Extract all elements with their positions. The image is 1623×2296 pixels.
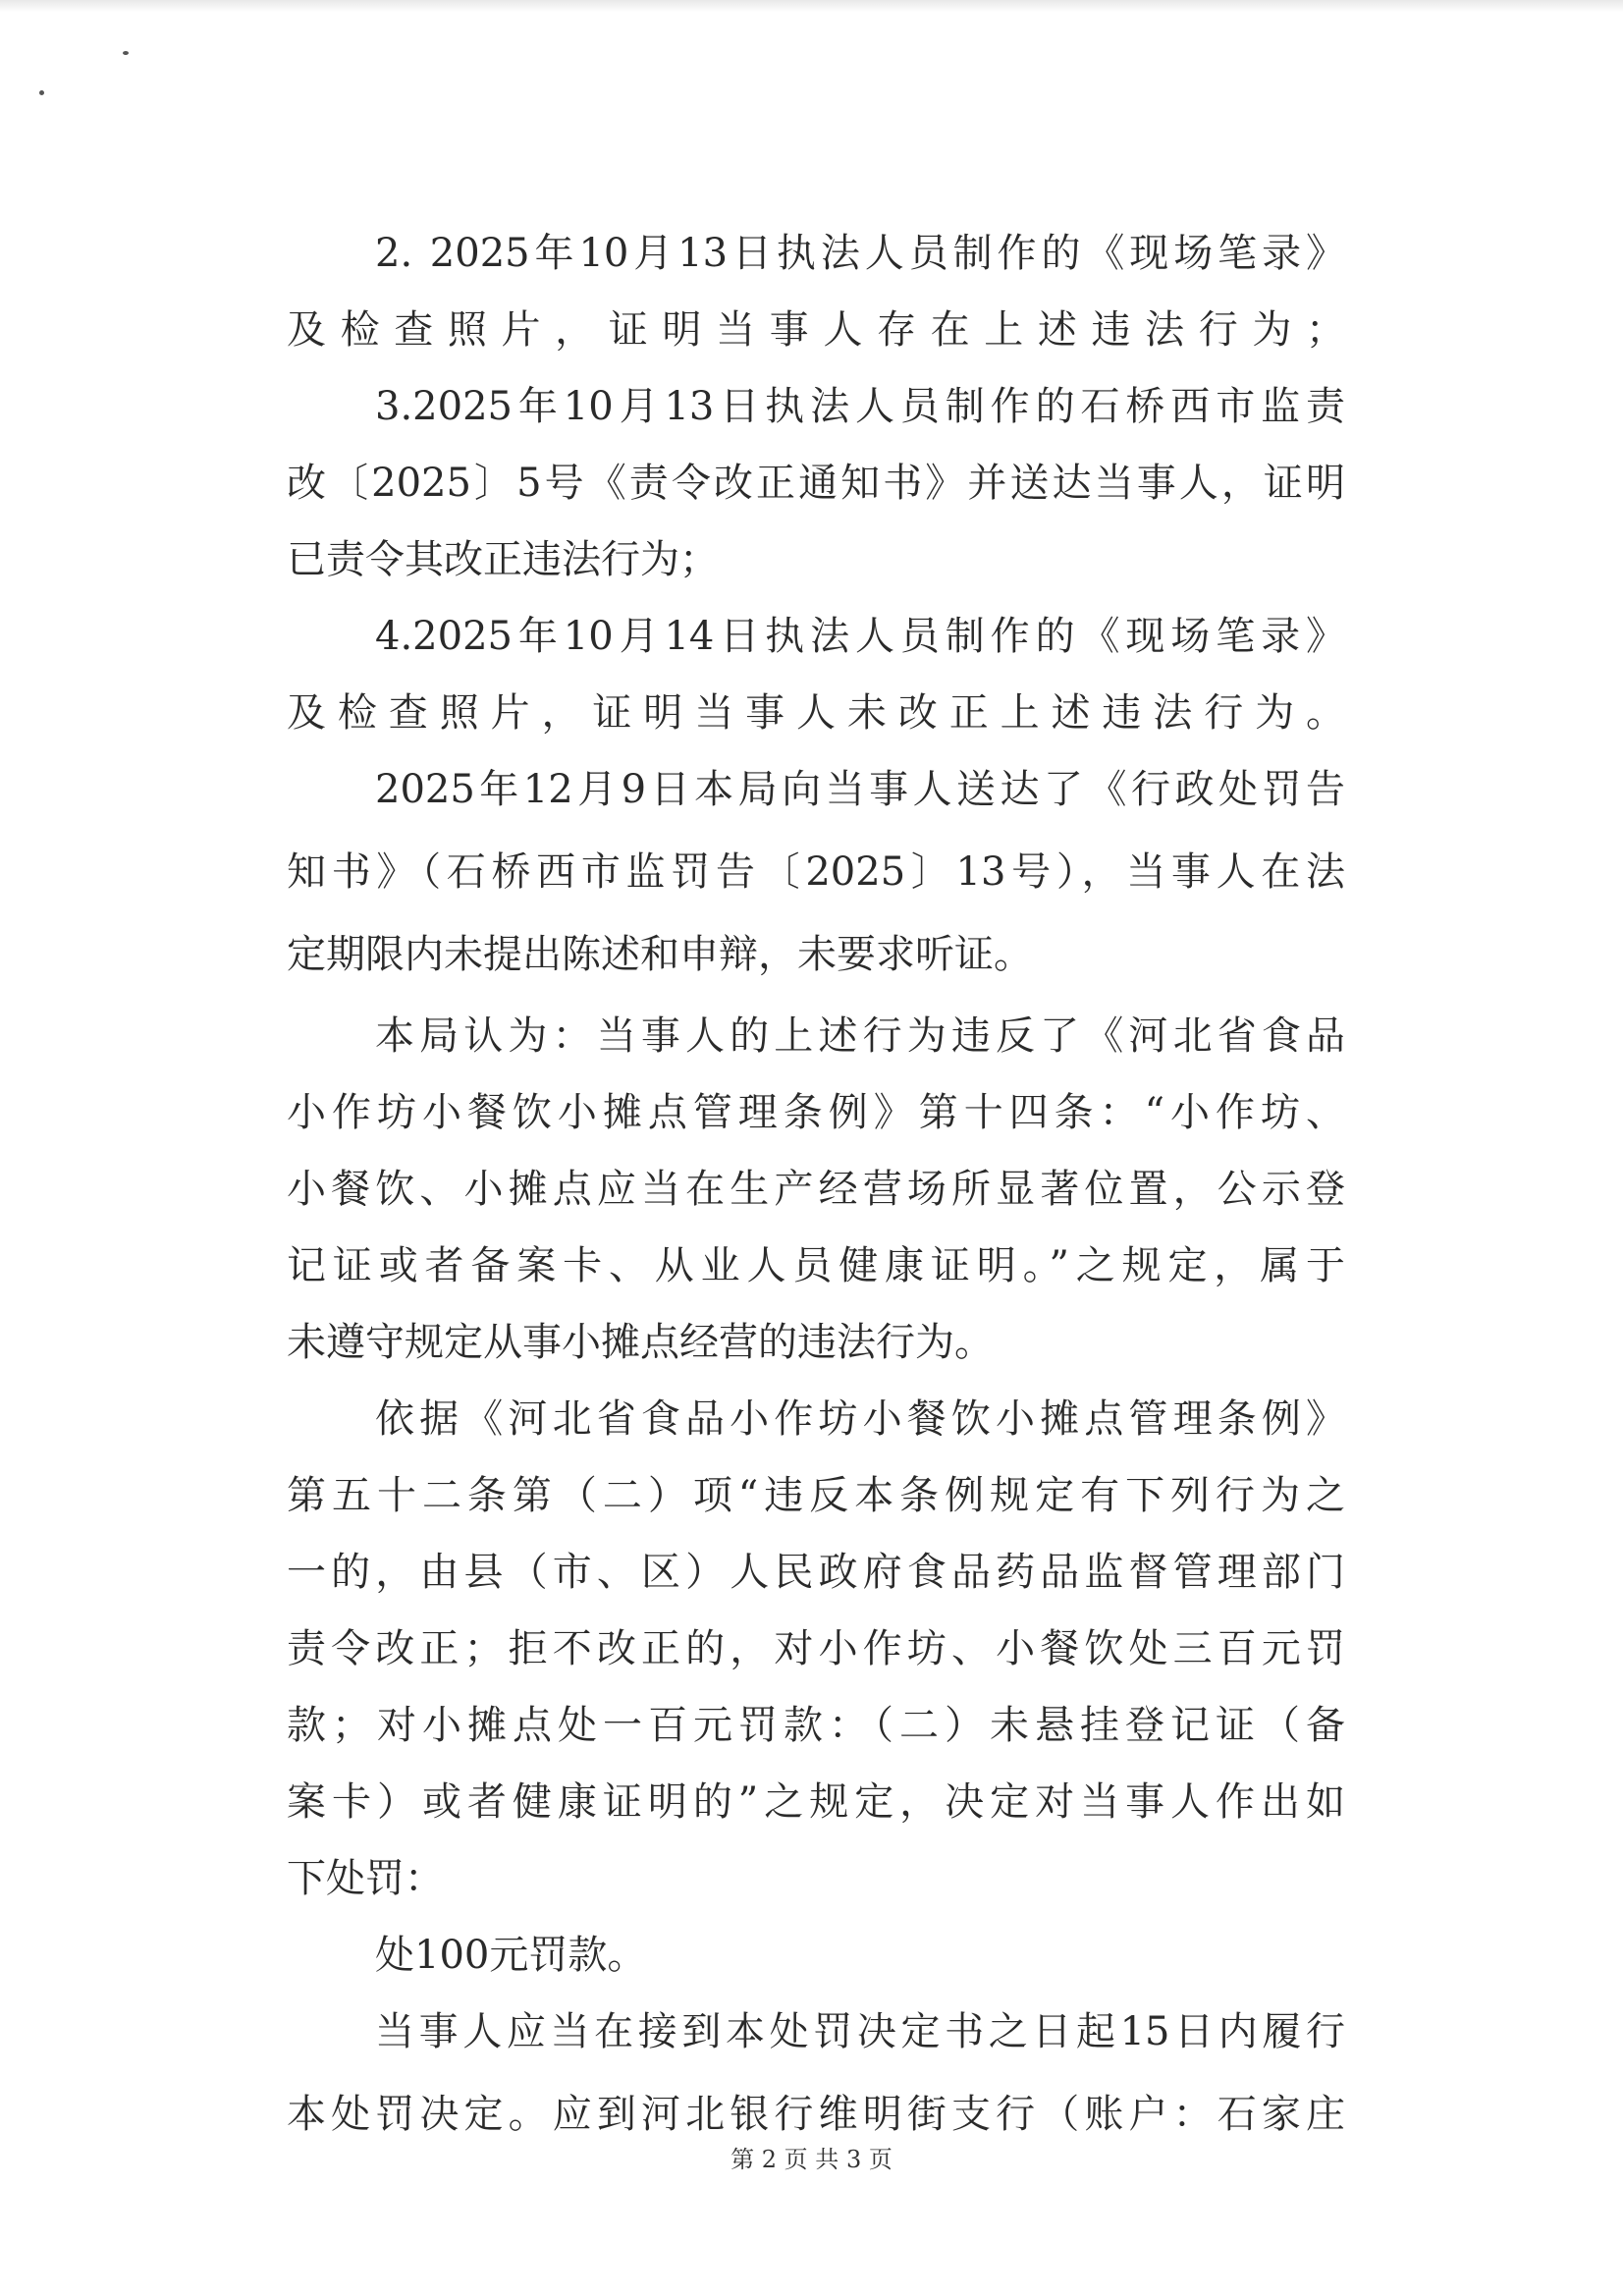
body-line: 记证或者备案卡、从业人员健康证明。”之规定，属于 bbox=[287, 1243, 1345, 1288]
body-line: 当事人应当在接到本处罚决定书之日起15日内履行 bbox=[375, 2009, 1345, 2054]
scan-edge bbox=[0, 0, 1623, 12]
body-line: 责令改正；拒不改正的，对小作坊、小餐饮处三百元罚 bbox=[287, 1626, 1345, 1671]
body-line: 本处罚决定。应到河北银行维明街支行（账户：石家庄 bbox=[287, 2092, 1345, 2137]
body-line: 已责令其改正违法行为； bbox=[287, 537, 719, 582]
body-line: 依据《河北省食品小作坊小餐饮小摊点管理条例》 bbox=[375, 1396, 1345, 1442]
body-line: 处100元罚款。 bbox=[375, 1933, 647, 1978]
body-line: 第五十二条第（二）项“违反本条例规定有下列行为之 bbox=[287, 1473, 1345, 1518]
body-line: 下处罚： bbox=[287, 1856, 444, 1901]
body-line: 款；对小摊点处一百元罚款：（二）未悬挂登记证（备 bbox=[287, 1703, 1345, 1748]
body-line: 及检查照片，证明当事人未改正上述违法行为。 bbox=[287, 690, 1345, 736]
body-line: 定期限内未提出陈述和申辩，未要求听证。 bbox=[287, 932, 1033, 977]
body-line: 及检查照片，证明当事人存在上述违法行为； bbox=[287, 307, 1345, 353]
body-line: 小餐饮、小摊点应当在生产经营场所显著位置，公示登 bbox=[287, 1167, 1345, 1212]
body-line: 小作坊小餐饮小摊点管理条例》第十四条：“小作坊、 bbox=[287, 1090, 1345, 1135]
body-line: 改〔2025〕5号《责令改正通知书》并送达当事人，证明 bbox=[287, 461, 1345, 506]
scan-speck bbox=[123, 51, 129, 55]
body-line: 未遵守规定从事小摊点经营的违法行为。 bbox=[287, 1320, 994, 1365]
body-line: 本局认为：当事人的上述行为违反了《河北省食品 bbox=[375, 1013, 1345, 1059]
body-line: 3.2025年10月13日执法人员制作的石桥西市监责 bbox=[375, 384, 1345, 429]
scan-speck bbox=[39, 90, 44, 95]
page-indicator: 第 2 页 共 3 页 bbox=[730, 2146, 893, 2173]
body-line: 2. 2025年10月13日执法人员制作的《现场笔录》 bbox=[375, 231, 1345, 276]
body-line: 4.2025年10月14日执法人员制作的《现场笔录》 bbox=[375, 614, 1345, 659]
body-line: 知书》（石桥西市监罚告〔2025〕13号），当事人在法 bbox=[287, 849, 1345, 895]
body-line: 2025年12月9日本局向当事人送达了《行政处罚告 bbox=[375, 767, 1345, 812]
body-line: 一的，由县（市、区）人民政府食品药品监督管理部门 bbox=[287, 1550, 1345, 1595]
body-line: 案卡）或者健康证明的”之规定，决定对当事人作出如 bbox=[287, 1779, 1345, 1825]
